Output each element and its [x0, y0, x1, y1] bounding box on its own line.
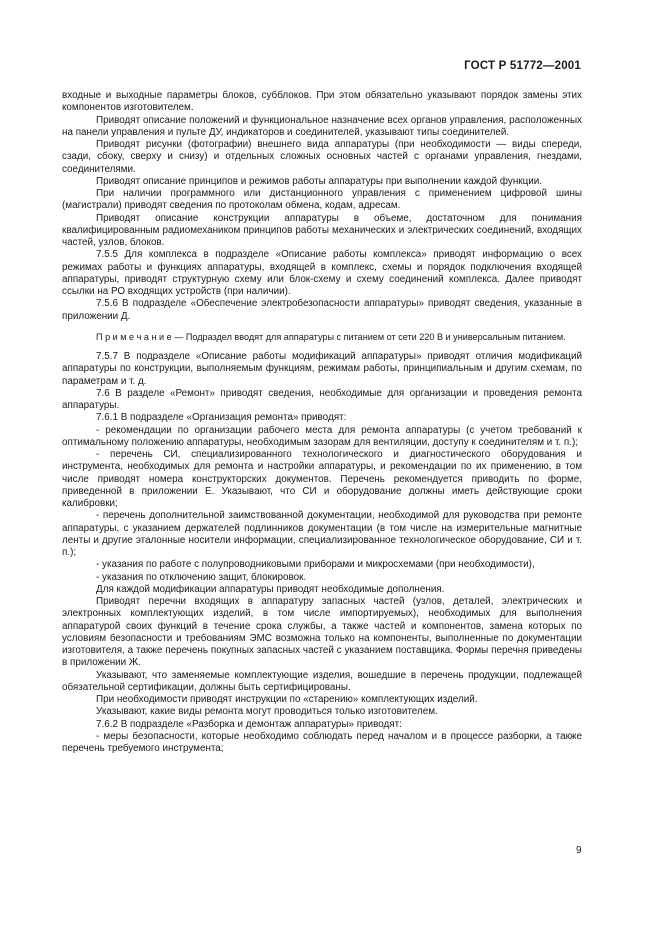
clause-7-6-2: 7.6.2 В подразделе «Разборка и демонтаж аппаратуры» приводят:: [96, 718, 402, 730]
list-item: - рекомендации по организации рабочего места для ремонта аппаратуры (с учетом требований к оптимальному положению аппаратуры, необходимым зазорам для вентиляции, доступу к соединителям и т. п.);: [62, 424, 582, 448]
paragraph: входные и выходные параметры блоков, субблоков. При этом обязательно указывают порядок замены этих компонентов изготовителем.: [62, 90, 582, 114]
paragraph: Приводят рисунки (фотографии) внешнего вида аппаратуры (при необходимости — виды спереди, сзади, сбоку, сверху и снизу) и отдельных сложных основных частей с органами управления, гнездами, соединителями.: [62, 139, 582, 175]
list-item: - указания по отключению защит, блокировок.: [96, 571, 307, 583]
clause-7-5-5: 7.5.5 Для комплекса в подразделе «Описание работы комплекса» приводят информацию о всех режимах работы и функциях аппаратуры, входящей в комплекс, схемы и порядок подключения входящей аппаратуры, приводят структурную схему или блок-схему и схему соединений комплекса. Далее приводят ссылки на РО входящих устройств (при наличии).: [62, 249, 582, 297]
list-item: - указания по работе с полупроводниковыми приборами и микросхемами (при необходимости),: [96, 559, 535, 571]
standard-number-header: ГОСТ Р 51772—2001: [464, 60, 581, 72]
paragraph: Приводят описание конструкции аппаратуры в объеме, достаточном для понимания квалифицированным радиомехаником принципов работы механических и электрических соединений, входящих частей, узлов, блоков.: [62, 212, 582, 248]
clause-7-5-6: 7.5.6 В подразделе «Обеспечение электробезопасности аппаратуры» приводят сведения, указанные в приложении Д.: [62, 298, 582, 322]
paragraph: Приводят перечни входящих в аппаратуру запасных частей (узлов, деталей, электрических и электронных комплектующих изделий, в том числе импортируемых), необходимых для выполнения аппаратурой своих функций в течение срока службы, а также частей и компонентов, замена которых по условиям безопасности и требованиям ЭМС возможна только на компоненты, выполненные по документации изготовителя, а также перечень покупных запасных частей с указанием поставщика. Формы перечня приведены в приложении Ж.: [62, 596, 582, 669]
paragraph: Для каждой модификации аппаратуры приводят необходимые дополнения.: [96, 583, 445, 595]
paragraph: Приводят описание положений и функциональное назначение всех органов управления, расположенных на панели управления и пульте ДУ, индикаторов и соединителей, указывают типы соединителей.: [62, 114, 582, 138]
paragraph: Приводят описание принципов и режимов работы аппаратуры при выполнении каждой функции.: [96, 175, 543, 187]
list-item: - меры безопасности, которые необходимо соблюдать перед началом и в процессе разборки, а также перечень требуемого инструмента;: [62, 730, 582, 754]
clause-7-6: 7.6 В разделе «Ремонт» приводят сведения, необходимые для организации и проведения ремонта аппаратуры.: [62, 387, 582, 411]
body-text: [62, 90, 582, 755]
clause-7-6-1: 7.6.1 В подразделе «Организация ремонта» приводят:: [96, 412, 347, 424]
paragraph: При необходимости приводят инструкции по «старению» комплектующих изделий.: [96, 694, 478, 705]
list-item: - перечень СИ, специализированного технологического и диагностического оборудования и инструмента, необходимых для ремонта и настройки аппаратуры, и рекомендации по их применению, в том числе приводят номера конструкторских документов. Перечень рекомендуется приводить по форме, приведенной в приложении Е. Указывают, что СИ и оборудование должны иметь действующие сроки калибровки;: [62, 449, 582, 509]
note: П р и м е ч а н и е — Подраздел вводят для аппаратуры с питанием от сети 220 В и универсальным питанием.: [96, 331, 566, 342]
clause-7-5-7: 7.5.7 В подразделе «Описание работы модификаций аппаратуры» приводят отличия модификаций аппаратуры по конструкции, выполняемым функциям, режимам работы, принципиальным и другим схемам, по параметрам и т. д.: [62, 351, 582, 387]
paragraph: Указывают, что заменяемые комплектующие изделия, вошедшие в перечень продукции, подлежащей обязательной сертификации, должны быть сертифицированы.: [62, 669, 582, 693]
paragraph: Указывают, какие виды ремонта могут проводиться только изготовителем.: [96, 706, 438, 718]
paragraph: При наличии программного или дистанционного управления с применением цифровой шины (магистрали) приводят сведения по протоколам обмена, кодам, адресам.: [62, 188, 582, 212]
list-item: - перечень дополнительной заимствованной документации, необходимой для руководства при ремонте аппаратуры, с указанием держателей подлинников документации (в том числе на измерительные магнитные ленты и другие эталонные носители информации, специализированное технологическое оборудование, СИ и т. п.);: [62, 510, 582, 558]
page-number: 9: [576, 845, 582, 856]
